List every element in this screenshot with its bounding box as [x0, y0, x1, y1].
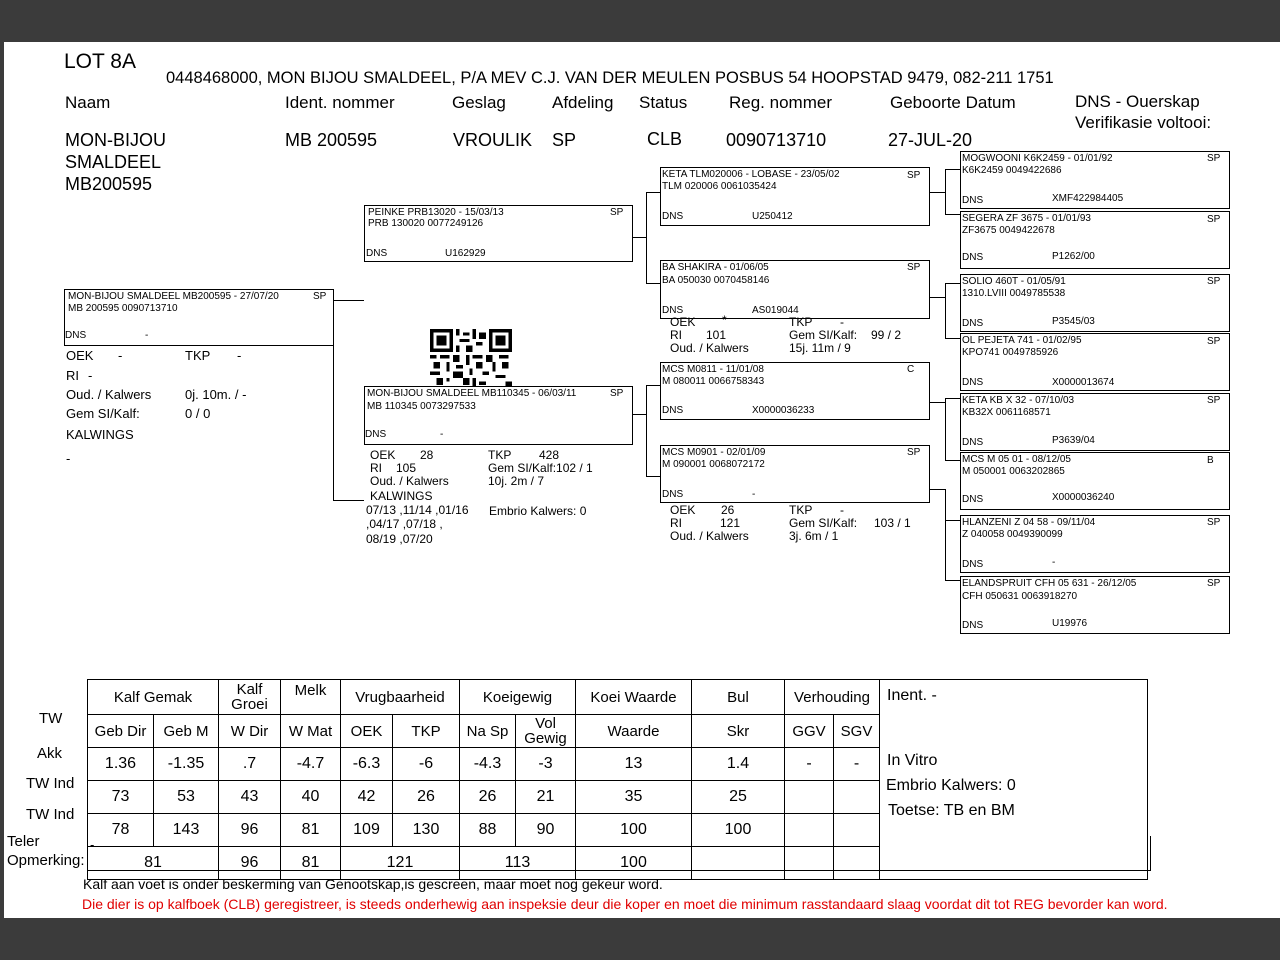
gp2-ids: BA 050030 0070458146 — [662, 275, 770, 286]
group-bul: Bul — [692, 680, 785, 715]
animal-name-1: MON-BIJOU — [65, 130, 166, 150]
gp4-ri-value: 121 — [720, 516, 741, 530]
dam-oud-value: 10j. 2m / 7 — [488, 474, 545, 488]
gp4-ids: M 090001 0068072172 — [662, 459, 765, 470]
ggp4-ids: KPO741 0049785926 — [962, 347, 1059, 358]
twind-cell: 130 — [393, 814, 460, 847]
akk-cell: 73 — [88, 781, 154, 814]
ggp6-dns: DNS — [962, 494, 984, 505]
ggp6-dns-val: X0000036240 — [1052, 492, 1115, 503]
gp3-dns: DNS — [662, 405, 684, 416]
great-grandparent-box-6 — [960, 452, 1230, 510]
gp4-oud-label: Oud. / Kalwers — [670, 529, 749, 543]
connector-line — [945, 489, 946, 580]
ggp7-title: HLANZENI Z 04 58 - 09/11/04 — [962, 517, 1096, 528]
dam-oud-label: Oud. / Kalwers — [370, 474, 449, 488]
akk-cell: 53 — [154, 781, 219, 814]
subject-kalwings-label: KALWINGS — [66, 427, 134, 442]
ggp8-tag: SP — [1207, 578, 1221, 589]
tw-cell: - — [785, 748, 834, 781]
col-reg: Reg. nommer — [729, 93, 832, 112]
ggp5-ids: KB32X 0061168571 — [962, 407, 1051, 418]
sub-oek: OEK — [341, 715, 393, 748]
gp4-dns: DNS — [662, 489, 684, 500]
tw-cell: 13 — [576, 748, 692, 781]
screening-note: Kalf aan voet is onder beskerming van Genootskap,is gescreen, maar moet nog gekeur word. — [83, 876, 663, 892]
ggp2-dns-val: P1262/00 — [1052, 251, 1095, 262]
dam-pedigree-box — [364, 386, 633, 445]
twind2-cell: 81 — [281, 847, 341, 880]
subject-oek-label: OEK — [66, 348, 94, 363]
great-grandparent-box-1 — [960, 151, 1230, 209]
ggp1-tag: SP — [1207, 153, 1221, 164]
tw-cell: -3 — [516, 748, 576, 781]
opmerking-box — [87, 836, 1151, 871]
akk-cell: 43 — [219, 781, 281, 814]
animal-geslag: VROULIK — [453, 130, 533, 150]
akk-cell: 26 — [393, 781, 460, 814]
twind2-cell: 113 — [460, 847, 576, 880]
subject-pedigree-box — [64, 289, 334, 346]
sub-geb-dir: Geb Dir — [88, 715, 154, 748]
sub-vol-gewig — [516, 715, 576, 748]
sub-tkp: TKP — [393, 715, 460, 748]
akk-cell: 35 — [576, 781, 692, 814]
gp4-gem-value: 103 / 1 — [874, 516, 911, 530]
gp2-dns: DNS — [662, 305, 684, 316]
connector-line — [929, 489, 945, 490]
gp2-ri-label: RI — [670, 328, 682, 342]
gp1-dns: DNS — [662, 211, 684, 222]
row-label-akk: Akk — [37, 745, 63, 762]
col-status: Status — [639, 93, 688, 112]
connector-line — [945, 214, 960, 215]
ggp8-dns-val: U19976 — [1052, 618, 1088, 629]
col-ident: Ident. nommer — [285, 93, 395, 112]
twind-cell: 143 — [154, 814, 219, 847]
subject-box-title: MON-BIJOU SMALDEEL MB200595 - 27/07/20 — [68, 291, 279, 302]
ggp2-tag: SP — [1207, 214, 1221, 225]
dam-ri-value: 105 — [396, 461, 417, 475]
tw-cell: -4.3 — [460, 748, 516, 781]
ggp1-dns: DNS — [962, 195, 984, 206]
opmerking-value: - — [90, 837, 95, 852]
embrio-kalwers-text: Embrio Kalwers: 0 — [886, 777, 1016, 794]
ggp2-ids: ZF3675 0049422678 — [962, 225, 1055, 236]
ggp5-title: KETA KB X 32 - 07/10/03 — [962, 395, 1075, 406]
gp3-ids: M 080011 0066758343 — [662, 376, 765, 387]
group-vrugbaarheid: Vrugbaarheid — [341, 680, 460, 715]
connector-line — [945, 338, 960, 339]
teler-label: Teler — [7, 833, 40, 850]
dam-kalwings-label: KALWINGS — [370, 489, 433, 503]
connector-line — [333, 500, 364, 501]
connector-line — [646, 192, 660, 193]
col-geslag: Geslag — [452, 93, 506, 112]
dam-kalwings-3: 08/19 ,07/20 — [366, 532, 433, 546]
great-grandparent-box-3 — [960, 274, 1230, 332]
twind-cell: 78 — [88, 814, 154, 847]
ggp1-title: MOGWOONI K6K2459 - 01/01/92 — [962, 153, 1113, 164]
great-grandparent-box-4 — [960, 333, 1230, 391]
ggp3-title: SOLIO 460T - 01/05/91 — [962, 276, 1066, 287]
connector-line — [646, 283, 660, 284]
akk-cell — [834, 781, 880, 814]
dam-title: MON-BIJOU SMALDEEL MB110345 - 06/03/11 — [367, 388, 577, 399]
twind-cell: 100 — [692, 814, 785, 847]
twind2-cell: 81 — [88, 847, 219, 880]
connector-line — [646, 385, 660, 386]
gp2-gem-value: 99 / 2 — [871, 328, 902, 342]
ggp2-title: SEGERA ZF 3675 - 01/01/93 — [962, 213, 1091, 224]
connector-line — [945, 169, 960, 170]
connector-line — [929, 297, 945, 298]
dam-tkp-value: 428 — [539, 448, 560, 462]
connector-line — [646, 476, 660, 477]
ggp8-dns: DNS — [962, 620, 984, 631]
gp4-title: MCS M0901 - 02/01/09 — [662, 447, 766, 458]
twind-cell: 100 — [576, 814, 692, 847]
gp4-tag: SP — [907, 447, 921, 458]
subject-oud-value: 0j. 10m. / - — [185, 387, 247, 402]
sub-w-dir: W Dir — [219, 715, 281, 748]
tw-cell: -6 — [393, 748, 460, 781]
gp4-dns-val: - — [752, 489, 756, 500]
connector-line — [945, 580, 960, 581]
ggp5-tag: SP — [1207, 395, 1221, 406]
akk-cell — [785, 781, 834, 814]
row-label-twind: TW Ind — [26, 775, 75, 792]
gp1-ids: TLM 020006 0061035424 — [662, 181, 777, 192]
dam-oek-label: OEK — [370, 448, 396, 462]
row-label-tw: TW — [39, 710, 63, 727]
twind-cell: 81 — [281, 814, 341, 847]
gp2-oek-value: * — [722, 313, 727, 327]
ggp3-ids: 1310.LVIII 0049785538 — [962, 288, 1066, 299]
connector-line — [945, 398, 946, 460]
ggp7-dns-val: - — [1052, 557, 1056, 568]
connector-line — [945, 169, 946, 214]
twind-cell: 109 — [341, 814, 393, 847]
sub-skr: Skr — [692, 715, 785, 748]
ggp7-tag: SP — [1207, 517, 1221, 528]
great-grandparent-box-8 — [960, 576, 1230, 634]
akk-cell: 25 — [692, 781, 785, 814]
gp4-tkp-label: TKP — [789, 503, 813, 517]
connector-line — [945, 283, 960, 284]
gp2-gem-label: Gem SI/Kalf: — [789, 328, 858, 342]
vol-gewig-line2: Gewig — [524, 730, 567, 747]
gp2-tkp-value: - — [840, 315, 844, 329]
dam-tkp-label: TKP — [488, 448, 512, 462]
twind2-cell: 96 — [219, 847, 281, 880]
twind2-cell: 100 — [576, 847, 692, 880]
twind-cell: 90 — [516, 814, 576, 847]
dam-dns: DNS — [365, 429, 387, 440]
akk-cell: 26 — [460, 781, 516, 814]
dam-ids: MB 110345 0073297533 — [367, 401, 476, 412]
ggp5-dns: DNS — [962, 437, 984, 448]
gp2-title: BA SHAKIRA - 01/06/05 — [662, 262, 769, 273]
gp4-tkp-value: - — [840, 503, 844, 517]
col-dns-1: DNS - Ouerskap — [1075, 92, 1200, 111]
lot-document-page — [4, 42, 1280, 918]
clb-warning: Die dier is op kalfboek (CLB) geregistreer, is steeds onderhewig aan inspeksie deur die koper en moet die minimum rasstandaard slaag voordat dit tot REG bevorder kan word. — [82, 896, 1168, 912]
gp3-title: MCS M0811 - 11/01/08 — [662, 364, 764, 375]
group-kalf-groei — [219, 680, 281, 715]
subject-box-tag: SP — [313, 291, 327, 302]
gp1-dns-val: U250412 — [752, 211, 793, 222]
animal-afdeling: SP — [552, 130, 577, 150]
col-naam: Naam — [65, 93, 111, 112]
great-grandparent-box-5 — [960, 393, 1230, 451]
connector-line — [632, 414, 646, 415]
dam-tag: SP — [610, 388, 624, 399]
tw-cell: - — [834, 748, 880, 781]
subject-ri-value: - — [88, 368, 93, 383]
great-grandparent-box-2 — [960, 211, 1230, 269]
tw-cell: .7 — [219, 748, 281, 781]
subject-box-dns: DNS — [65, 330, 87, 341]
subject-oud-label: Oud. / Kalwers — [66, 387, 152, 402]
akk-cell: 21 — [516, 781, 576, 814]
connector-line — [945, 460, 960, 461]
subject-gem-label: Gem SI/Kalf: — [66, 406, 140, 421]
grandparent-box-2 — [660, 260, 930, 319]
kalf-groei-line2: Groei — [231, 696, 268, 713]
subject-gem-value: 0 / 0 — [185, 406, 211, 421]
bottom-frame-bar — [0, 918, 1280, 960]
ggp6-ids: M 050001 0063202865 — [962, 466, 1065, 477]
great-grandparent-box-7 — [960, 515, 1230, 573]
connector-line — [632, 237, 646, 238]
ggp6-tag: B — [1207, 455, 1214, 466]
group-koei-waarde: Koei Waarde — [576, 680, 692, 715]
gp1-title: KETA TLM020006 - LOBASE - 23/05/02 — [662, 169, 840, 180]
connector-line — [929, 192, 945, 193]
ggp1-ids: K6K2459 0049422686 — [962, 165, 1062, 176]
twind-cell: 96 — [219, 814, 281, 847]
subject-tkp-value: - — [237, 348, 242, 363]
dam-embrio: Embrio Kalwers: 0 — [489, 504, 587, 518]
sire-pedigree-box — [364, 205, 633, 262]
gp1-tag: SP — [907, 170, 921, 181]
col-dns-2: Verifikasie voltooi: — [1075, 113, 1212, 132]
subject-tkp-label: TKP — [185, 348, 211, 363]
ggp4-title: OL PEJETA 741 - 01/02/95 — [962, 335, 1082, 346]
dam-gem: Gem SI/Kalf:102 / 1 — [488, 461, 593, 475]
subject-kalwings-value: - — [66, 451, 71, 466]
tw-cell: -6.3 — [341, 748, 393, 781]
akk-cell: 42 — [341, 781, 393, 814]
grandparent-box-1 — [660, 167, 930, 226]
connector-line — [333, 300, 364, 301]
sub-waarde: Waarde — [576, 715, 692, 748]
ggp8-title: ELANDSPRUIT CFH 05 631 - 26/12/05 — [962, 578, 1137, 589]
animal-status: CLB — [647, 129, 683, 149]
toetse-text: Toetse: TB en BM — [888, 802, 1015, 819]
group-kalf-gemak: Kalf Gemak — [88, 680, 219, 715]
animal-ident: MB 200595 — [285, 130, 378, 150]
tw-cell: 1.36 — [88, 748, 154, 781]
sub-na-sp: Na Sp — [460, 715, 516, 748]
kalf-groei-line1: Kalf — [236, 681, 263, 698]
sire-dns: DNS — [366, 248, 388, 259]
animal-reg: 0090713710 — [726, 130, 827, 150]
connector-line — [945, 520, 960, 521]
subject-box-dns-val: - — [145, 330, 149, 341]
animal-name-3: MB200595 — [65, 174, 153, 194]
group-melk: Melk — [281, 680, 341, 715]
connector-line — [929, 402, 945, 403]
subject-ri-label: RI — [66, 368, 79, 383]
sub-geb-m: Geb M — [154, 715, 219, 748]
group-koeigewig: Koeigewig — [460, 680, 576, 715]
sire-dns-val: U162929 — [445, 248, 486, 259]
gp3-dns-val: X0000036233 — [752, 405, 815, 416]
sub-sgv: SGV — [834, 715, 880, 748]
dam-kalwings-2: ,04/17 ,07/18 , — [366, 517, 443, 531]
lot-number: LOT 8A — [64, 50, 136, 73]
subject-box-ids: MB 200595 0090713710 — [68, 303, 178, 314]
opmerking-label: Opmerking: — [7, 852, 85, 869]
dam-ri-label: RI — [370, 461, 382, 475]
twind-cell: 88 — [460, 814, 516, 847]
twind2-cell: 121 — [341, 847, 460, 880]
ggp6-title: MCS M 05 01 - 08/12/05 — [962, 454, 1071, 465]
dam-oek-value: 28 — [420, 448, 434, 462]
gp3-tag: C — [907, 364, 915, 375]
in-vitro-text: In Vitro — [887, 752, 938, 769]
ggp5-dns-val: P3639/04 — [1052, 435, 1095, 446]
ggp3-dns-val: P3545/03 — [1052, 316, 1095, 327]
connector-line — [646, 192, 647, 283]
grandparent-box-3 — [660, 362, 930, 420]
gp2-oud-value: 15j. 11m / 9 — [789, 341, 851, 355]
subject-oek-value: - — [118, 348, 123, 363]
ggp7-ids: Z 040058 0049390099 — [962, 529, 1063, 540]
vol-gewig-line1: Vol — [535, 715, 556, 732]
top-frame-bar — [0, 0, 1280, 42]
gp4-oud-value: 3j. 6m / 1 — [789, 529, 839, 543]
col-geboorte: Geboorte Datum — [890, 93, 1016, 112]
connector-line — [945, 283, 946, 338]
inent-text: Inent. - — [887, 687, 937, 704]
gp4-oek-value: 26 — [721, 503, 735, 517]
row-label-twind-2: TW Ind — [26, 806, 75, 823]
gp2-dns-val: AS019044 — [752, 305, 799, 316]
ggp4-dns-val: X0000013674 — [1052, 377, 1115, 388]
ggp3-tag: SP — [1207, 276, 1221, 287]
col-afdeling: Afdeling — [552, 93, 614, 112]
tw-cell: -1.35 — [154, 748, 219, 781]
grandparent-box-4 — [660, 445, 930, 503]
group-verhouding: Verhouding — [785, 680, 880, 715]
akk-cell: 40 — [281, 781, 341, 814]
sub-ggv: GGV — [785, 715, 834, 748]
gp2-ri-value: 101 — [706, 328, 727, 342]
gp2-oek-label: OEK — [670, 315, 696, 329]
sub-w-mat: W Mat — [281, 715, 341, 748]
gp2-oud-label: Oud. / Kalwers — [670, 341, 749, 355]
tw-cell: 1.4 — [692, 748, 785, 781]
owner-line: 0448468000, MON BIJOU SMALDEEL, P/A MEV C.J. VAN DER MEULEN POSBUS 54 HOOPSTAD 9479, 082-211 1751 — [166, 69, 1054, 87]
gp2-tkp-label: TKP — [789, 315, 813, 329]
sire-ids: PRB 130020 0077249126 — [368, 218, 484, 229]
tw-cell: -4.7 — [281, 748, 341, 781]
gp2-tag: SP — [907, 262, 921, 273]
ggp2-dns: DNS — [962, 252, 984, 263]
animal-birth: 27-JUL-20 — [888, 130, 973, 150]
ggp4-dns: DNS — [962, 377, 984, 388]
connector-line — [646, 385, 647, 476]
ggp8-ids: CFH 050631 0063918270 — [962, 591, 1078, 602]
sire-tag: SP — [610, 207, 624, 218]
sire-title: PEINKE PRB13020 - 15/03/13 — [368, 207, 504, 218]
ggp4-tag: SP — [1207, 336, 1221, 347]
ggp1-dns-val: XMF422984405 — [1052, 193, 1124, 204]
connector-line — [945, 398, 960, 399]
dam-kalwings-1: 07/13 ,11/14 ,01/16 — [366, 503, 469, 517]
gp4-oek-label: OEK — [670, 503, 696, 517]
ggp3-dns: DNS — [962, 318, 984, 329]
animal-name-2: SMALDEEL — [65, 152, 162, 172]
ggp7-dns: DNS — [962, 559, 984, 570]
gp4-ri-label: RI — [670, 516, 682, 530]
dam-dns-val: - — [440, 429, 444, 440]
gp4-gem-label: Gem SI/Kalf: — [789, 516, 858, 530]
